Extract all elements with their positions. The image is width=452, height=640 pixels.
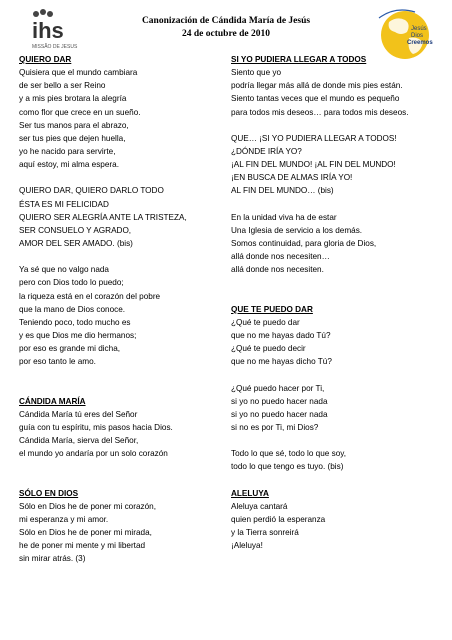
lyric-line: Quisiera que el mundo cambiara [19,68,138,78]
blank-line [19,171,229,184]
lyric-line: QUIERO SER ALEGRÍA ANTE LA TRISTEZA, [19,212,187,222]
lyric-line: Siento que yo [231,68,282,78]
lyric-line: ser tus pies que dejen huella, [19,133,126,143]
lyric-line: como flor que crece en un sueño. [19,107,141,117]
lyric-line: y la Tierra sonreirá [231,528,299,538]
lyric-line: que no me hayas dicho Tú? [231,357,332,367]
blank-line [231,276,441,289]
lyric-line: y es que Dios me dio hermanos; [19,330,137,340]
blank-line [231,434,441,447]
lyric-line: guía con tu espíritu, mis pasos hacia Dios. [19,422,173,432]
lyric-line: el mundo yo andaría por un solo corazón [19,449,168,459]
ihs-logo [26,8,82,50]
lyric-line: si no es por Ti, mi Dios? [231,422,319,432]
logo-right-text3: Creemos [407,40,433,46]
lyric-line: Sólo en Dios he de poner mi corazón, [19,501,156,511]
lyric-line: Siento tantas veces que el mundo es pequeño [231,94,400,104]
blank-line [19,474,229,487]
lyric-line: QUE… ¡SI YO PUDIERA LLEGAR A TODOS! [231,133,397,143]
page-header [110,15,342,41]
lyric-line: SER CONSUELO Y AGRADO, [19,225,132,235]
lyric-line: de ser bello a ser Reino [19,81,106,91]
blank-line [231,290,441,303]
lyric-line: Sólo en Dios he de poner mi mirada, [19,528,152,538]
lyric-line: Somos continuidad, para gloria de Dios, [231,238,377,248]
lyric-line: por eso es grande mi dicha, [19,344,121,354]
right-column [231,53,441,552]
lyric-line: mi esperanza y mi amor. [19,514,109,524]
lyric-line: por eso tanto le amo. [19,357,96,367]
blank-line [231,119,441,132]
logo-right-text: Jesús [411,26,427,32]
lyric-line: ¡AL FIN DEL MUNDO! ¡AL FIN DEL MUNDO! [231,160,396,170]
lyric-line: Cándida María, sierva del Señor, [19,436,139,446]
lyric-line: ¿Qué te puedo decir [231,344,306,354]
blank-line [19,368,229,381]
blank-line [19,250,229,263]
lyric-line: Ya sé que no valgo nada [19,265,109,275]
lyric-line: Teniendo poco, todo mucho es [19,317,131,327]
logo-left-caption: MISSÃO DE JESUS [32,44,78,50]
lyric-line: allá donde nos necesiten. [231,265,324,275]
lyric-line: he de poner mi mente y mi libertad [19,541,146,551]
lyric-line: y a mis pies brotara la alegría [19,94,127,104]
blank-line [19,460,229,473]
song-title: SÓLO EN DIOS [19,488,79,498]
lyric-line: Ser tus manos para el abrazo, [19,120,129,130]
song-title: QUIERO DAR [19,55,72,64]
blank-line [231,198,441,211]
blank-line [19,382,229,395]
lyric-line: la riqueza está en el corazón del pobre [19,291,161,301]
song-title: SI YO PUDIERA LLEGAR A TODOS [231,55,367,64]
lyric-line: para todos mis deseos… para todos mis deseos. [231,107,409,117]
lyric-line: que no me hayas dado Tú? [231,330,331,340]
lyric-line: Aleluya cantará [231,501,288,511]
lyric-line: Una Iglesia de servicio a los demás. [231,225,363,235]
left-column [19,53,229,565]
lyric-line: allá donde nos necesiten… [231,252,330,262]
logo-left-text: ihs [32,18,64,43]
lyric-line: AMOR DEL SER AMADO. (bis) [19,238,133,248]
lyric-line: AL FIN DEL MUNDO… (bis) [231,186,334,196]
lyric-line: si yo no puedo hacer nada [231,396,328,406]
lyric-line: Cándida María tú eres del Señor [19,409,138,419]
lyric-line: si yo no puedo hacer nada [231,409,328,419]
lyric-line: ÉSTA ES MI FELICIDAD [19,199,109,209]
header-date: 24 de octubre de 2010 [182,29,270,39]
lyric-line: aquí estoy, mi alma espera. [19,160,119,170]
lyric-line: pero con Dios todo lo puedo; [19,278,124,288]
logo-right-text2: Dios [411,33,424,39]
lyric-line: ¿Qué te puedo dar [231,317,300,327]
lyric-line: En la unidad viva ha de estar [231,212,337,222]
song-title: CÁNDIDA MARÍA [19,396,86,406]
song-title: ALELUYA [231,488,269,498]
lyric-line: ¡EN BUSCA DE ALMAS IRÍA YO! [231,173,353,183]
header-title: Canonización de Cándida María de Jesús [141,16,311,26]
lyric-line: Todo lo que sé, todo lo que soy, [231,449,347,459]
lyric-line: ¡Aleluya! [231,541,263,551]
song-title: QUE TE PUEDO DAR [231,304,313,314]
lyric-line: yo he nacido para servirte, [19,146,116,156]
lyric-line: sin mirar atrás. (3) [19,554,86,564]
lyric-line: todo lo que tengo es tuyo. (bis) [231,462,344,472]
lyric-line: podría llegar más allá de donde mis pies están. [231,81,403,91]
lyric-line: que la mano de Dios conoce. [19,304,126,314]
lyric-line: ¿Qué puedo hacer por Ti, [231,383,325,393]
blank-line [231,474,441,487]
lyric-line: QUIERO DAR, QUIERO DARLO TODO [19,186,164,196]
blank-line [231,368,441,381]
lyric-line: ¿DÓNDE IRÍA YO? [231,146,302,156]
lyric-line: quien perdió la esperanza [231,514,326,524]
